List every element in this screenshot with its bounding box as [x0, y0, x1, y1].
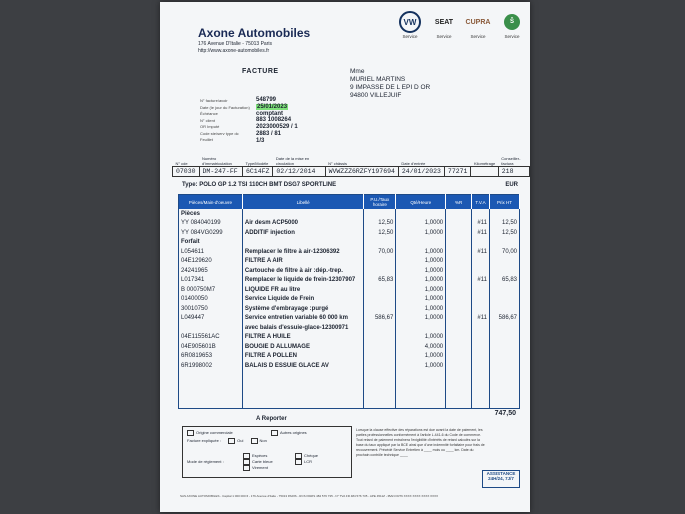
- vw-logo-icon: VW: [399, 11, 421, 33]
- page-number: 1/3: [256, 137, 265, 144]
- item-price: 12,50: [489, 228, 519, 238]
- document-title: FACTURE: [242, 68, 279, 75]
- meta-label: OR Imputé: [200, 124, 220, 129]
- client-name: MURIEL MARTINS: [350, 76, 406, 83]
- seat-logo-icon: SEAT: [434, 18, 454, 26]
- item-vat: [472, 304, 490, 314]
- table-row: [179, 352, 520, 362]
- option-oui: Oui: [237, 438, 244, 444]
- table-row: [179, 266, 520, 276]
- item-unit-price: [364, 342, 396, 352]
- item-label: avec balais d'essuie-glace-12300971: [242, 323, 364, 333]
- item-label: Air desm ACP5000: [242, 219, 364, 229]
- payment-terms: comptant: [256, 110, 283, 117]
- item-label: Remplacer le filtre à air-12306392: [242, 247, 364, 257]
- table-row: [179, 333, 520, 343]
- skoda-logo-icon: Š: [504, 14, 520, 30]
- brand-label: Service: [504, 34, 520, 39]
- item-discount: [446, 314, 472, 324]
- vehicle-header: Numéro d'immatriculation: [202, 156, 232, 166]
- item-price: [489, 295, 519, 305]
- item-vat: [472, 238, 490, 248]
- item-ref: 6R1998002: [179, 361, 243, 371]
- vehicle-value: 02/12/2014: [273, 167, 325, 177]
- column-header: Libellé: [242, 195, 364, 210]
- brand-label: Service: [436, 34, 452, 39]
- item-unit-price: [364, 361, 396, 371]
- item-ref: Pièces: [179, 209, 243, 219]
- item-discount: [446, 219, 472, 229]
- item-discount: [446, 333, 472, 343]
- item-vat: #11: [472, 228, 490, 238]
- item-ref: 04E129620: [179, 257, 243, 267]
- invoice-total: 747,50: [494, 410, 516, 417]
- item-quantity: 1,0000: [396, 219, 446, 229]
- table-row: [179, 361, 520, 371]
- item-vat: [472, 352, 490, 362]
- brand-vw: [396, 12, 424, 39]
- table-section-row: [179, 209, 520, 219]
- checkbox-icon: [243, 465, 250, 471]
- item-unit-price: 586,67: [364, 314, 396, 324]
- item-price: [489, 285, 519, 295]
- item-vat: #11: [472, 276, 490, 286]
- item-unit-price: 12,50: [364, 219, 396, 229]
- item-vat: #11: [472, 314, 490, 324]
- table-row: [179, 228, 520, 238]
- item-quantity: 1,0000: [396, 352, 446, 362]
- table-filler-row: [179, 371, 520, 409]
- brand-cupra: [464, 12, 492, 39]
- item-label: BALAIS D ESSUIE GLACE AV: [242, 361, 364, 371]
- item-quantity: 1,0000: [396, 314, 446, 324]
- checkbox-icon: [251, 438, 258, 444]
- mode-option: Chèque: [304, 453, 319, 459]
- item-price: [489, 361, 519, 371]
- item-price: [489, 304, 519, 314]
- meta-values: [256, 97, 298, 145]
- item-price: [489, 238, 519, 248]
- vehicle-value: 77271: [444, 167, 471, 177]
- vehicle-value: 07030: [173, 167, 200, 177]
- item-unit-price: 65,83: [364, 276, 396, 286]
- item-ref: 6R0819653: [179, 352, 243, 362]
- table-row: [179, 323, 520, 333]
- item-vat: #11: [472, 219, 490, 229]
- item-ref: L049447: [179, 314, 243, 324]
- item-discount: [446, 257, 472, 267]
- vehicle-value: WVWZZZ6RZFY197694: [325, 167, 398, 177]
- item-price: 12,50: [489, 219, 519, 229]
- item-ref: 04E905601B: [179, 342, 243, 352]
- brand-logos: [396, 12, 526, 39]
- item-label: FILTRE A HUILE: [242, 333, 364, 343]
- footer-text: SAS AXONE AUTOMOBILES - Capital 1 000 000 € - 176 Avenue d'Italie - 75013 PARIS - RCS PARIS 484 576 735 - N° TVA FR 484 576 735 - APE 4511Z - IBAN FR76 XXXX XXXX XXXX XXXX: [180, 494, 439, 498]
- item-price: [489, 323, 519, 333]
- client-number: 883 1008264: [256, 117, 292, 124]
- checkbox-icon: [187, 430, 194, 436]
- item-price: 65,83: [489, 276, 519, 286]
- vehicle-header: Kilométrage: [473, 161, 496, 166]
- meta-label: N° facture/avoir: [200, 98, 228, 103]
- item-unit-price: [364, 238, 396, 248]
- column-header: P.U./Taux horaire: [364, 195, 396, 210]
- company-website: http://www.axone-automobiles.fr: [198, 48, 270, 54]
- item-unit-price: [364, 323, 396, 333]
- item-label: ADDITIF injection: [242, 228, 364, 238]
- item-ref: YY 084VG0299: [179, 228, 243, 238]
- item-unit-price: [364, 352, 396, 362]
- client-street: 9 IMPASSE DE L EPI D OR: [350, 84, 431, 91]
- meta-label: Feuillet: [200, 137, 213, 142]
- item-discount: [446, 295, 472, 305]
- column-header: T.V.A: [472, 195, 490, 210]
- item-quantity: 1,0000: [396, 295, 446, 305]
- checkbox-icon: [228, 438, 235, 444]
- item-quantity: 1,0000: [396, 266, 446, 276]
- item-discount: [446, 276, 472, 286]
- item-label: FILTRE A AIR: [242, 257, 364, 267]
- item-label: FILTRE A POLLEN: [242, 352, 364, 362]
- item-price: [489, 266, 519, 276]
- item-unit-price: [364, 295, 396, 305]
- item-vat: [472, 361, 490, 371]
- table-row: [179, 219, 520, 229]
- item-vat: [472, 266, 490, 276]
- client-city: 94800 VILLEJUIF: [350, 92, 402, 99]
- item-price: [489, 342, 519, 352]
- item-quantity: 1,0000: [396, 361, 446, 371]
- service-code: 2883 / 81: [256, 130, 282, 137]
- item-unit-price: [364, 304, 396, 314]
- item-price: [489, 209, 519, 219]
- item-label: [242, 209, 364, 219]
- item-unit-price: [364, 285, 396, 295]
- currency: EUR: [505, 182, 518, 188]
- vehicle-value: [471, 167, 498, 177]
- column-header: %R: [446, 195, 472, 210]
- item-label: Système d'embrayage :purgé: [242, 304, 364, 314]
- item-ref: 04E115561AC: [179, 333, 243, 343]
- table-section-row: [179, 238, 520, 248]
- meta-labels: [200, 98, 250, 144]
- table-row: [179, 295, 520, 305]
- vehicle-value: 24/01/2023: [398, 167, 444, 177]
- item-quantity: 4,0000: [396, 342, 446, 352]
- vehicle-header: Conseiller-factura: [501, 156, 521, 166]
- item-quantity: 1,0000: [396, 276, 446, 286]
- item-ref: [179, 323, 243, 333]
- item-vat: [472, 342, 490, 352]
- item-vat: #11: [472, 247, 490, 257]
- item-quantity: 1,0000: [396, 304, 446, 314]
- item-quantity: 1,0000: [396, 247, 446, 257]
- item-price: [489, 257, 519, 267]
- legal-text: Lorsque la clause effective des réparations est due avant la date de paiement, les parties professionnelles conformément à l'article L.441-6 du Code de commerce. Tout retard de paiement entraînera l'exigibilité d'intérêts de retard calculés sur la base du taux appliqué par la BCE ainsi que d'une indemnité forfaitaire pour frais de recouvrement. Précédé Service Entretien à ____ mois ou ____ km. Date du prochain contrôle technique ____: [356, 428, 485, 457]
- item-quantity: 1,0000: [396, 333, 446, 343]
- table-row: [179, 247, 520, 257]
- invoice-date: 25/01/2023: [257, 103, 288, 110]
- vehicle-value: 6C14FZ: [243, 167, 273, 177]
- item-quantity: [396, 238, 446, 248]
- item-quantity: 1,0000: [396, 257, 446, 267]
- item-unit-price: [364, 257, 396, 267]
- payment-mode-label: Mode de règlement :: [187, 459, 224, 464]
- item-discount: [446, 342, 472, 352]
- brand-skoda: [498, 12, 526, 39]
- item-label: Cartouche de filtre à air :dép.-trep.: [242, 266, 364, 276]
- item-discount: [446, 323, 472, 333]
- item-ref: YY 084040199: [179, 219, 243, 229]
- vehicle-value: 218: [498, 167, 529, 177]
- or-number: 2023000529 / 1: [256, 124, 298, 131]
- item-label: Service Liquide de Frein: [242, 295, 364, 305]
- vehicle-info-table: [172, 156, 530, 177]
- table-row: [179, 304, 520, 314]
- payment-line: Autres origines: [280, 430, 307, 436]
- item-discount: [446, 209, 472, 219]
- item-label: Remplacer le liquide de frein-12307907: [242, 276, 364, 286]
- mode-option: LCR: [304, 459, 313, 465]
- item-ref: L017341: [179, 276, 243, 286]
- invoice-paper: [160, 2, 530, 512]
- vehicle-type: Type: POLO GP 1.2 TSI 110CH BMT DSG7 SPORTLINE: [182, 182, 337, 188]
- item-ref: 01400050: [179, 295, 243, 305]
- meta-label: Échéance: [200, 111, 218, 116]
- item-vat: [472, 257, 490, 267]
- vehicle-header: Date de la mise en circulation: [275, 156, 310, 166]
- brand-label: Service: [402, 34, 418, 39]
- vehicle-header: [444, 156, 471, 167]
- item-quantity: 1,0000: [396, 285, 446, 295]
- table-row: [179, 342, 520, 352]
- table-header-row: [179, 195, 520, 210]
- item-unit-price: 12,50: [364, 228, 396, 238]
- item-discount: [446, 361, 472, 371]
- table-row: [179, 257, 520, 267]
- item-discount: [446, 304, 472, 314]
- company-address-line: 176 Avenue D'Italie - 75013 Paris: [198, 41, 272, 47]
- payment-line: Origine commerciale: [196, 430, 233, 436]
- item-discount: [446, 266, 472, 276]
- item-price: 586,67: [489, 314, 519, 324]
- assistance-badge: ASSISTANCE 24H/24, 7J/7: [482, 470, 520, 488]
- item-label: [242, 238, 364, 248]
- item-ref: L054611: [179, 247, 243, 257]
- vehicle-value: DM-247-FF: [199, 167, 242, 177]
- item-discount: [446, 228, 472, 238]
- meta-label: N° client: [200, 117, 215, 123]
- item-unit-price: 70,00: [364, 247, 396, 257]
- item-vat: [472, 295, 490, 305]
- item-label: BOUGIE D ALLUMAGE: [242, 342, 364, 352]
- mode-option: Espèces: [252, 453, 268, 459]
- option-non: Non: [259, 438, 267, 444]
- column-header: Pièces/Main-d'oeuvre: [179, 195, 243, 210]
- mode-option: Virement: [252, 465, 268, 471]
- item-label: LIQUIDE FR au litre: [242, 285, 364, 295]
- cupra-logo-icon: CUPRA: [465, 18, 491, 26]
- item-unit-price: [364, 333, 396, 343]
- vehicle-header: Type/Modèle: [245, 161, 269, 166]
- item-price: [489, 352, 519, 362]
- item-ref: 24241965: [179, 266, 243, 276]
- item-vat: [472, 285, 490, 295]
- item-ref: Forfait: [179, 238, 243, 248]
- vehicle-header: N° châssis: [328, 161, 348, 166]
- item-discount: [446, 285, 472, 295]
- item-discount: [446, 352, 472, 362]
- company-address: [198, 41, 272, 55]
- item-price: [489, 333, 519, 343]
- brand-label: Service: [470, 34, 486, 39]
- item-ref: 30010750: [179, 304, 243, 314]
- meta-label: Code ste/serv type dc: [200, 130, 239, 136]
- item-quantity: [396, 209, 446, 219]
- item-price: 70,00: [489, 247, 519, 257]
- company-name: Axone Automobiles: [198, 26, 311, 40]
- checkbox-icon: [271, 430, 278, 436]
- item-discount: [446, 238, 472, 248]
- table-row: [179, 285, 520, 295]
- meta-label: Date (le jour du Facturation): [200, 104, 250, 110]
- item-quantity: [396, 323, 446, 333]
- vehicle-header: Date d'entrée: [401, 161, 426, 166]
- table-row: [179, 314, 520, 324]
- a-reporter-label: A Reporter: [256, 416, 287, 422]
- mode-option: Carte bleue: [252, 459, 273, 465]
- invoice-number: 548799: [256, 97, 277, 103]
- item-quantity: 1,0000: [396, 228, 446, 238]
- item-label: Service entretien variable 60 000 km: [242, 314, 364, 324]
- invoice-lines-table: [178, 194, 520, 409]
- brand-seat: [430, 12, 458, 39]
- table-row: [179, 276, 520, 286]
- item-unit-price: [364, 266, 396, 276]
- item-discount: [446, 247, 472, 257]
- checkbox-icon: [295, 459, 302, 465]
- payment-box: [182, 426, 352, 478]
- column-header: Prix HT: [489, 195, 519, 210]
- item-vat: [472, 209, 490, 219]
- client-salutation: Mme: [350, 68, 365, 75]
- payment-line: Facture expliquée :: [187, 438, 222, 444]
- item-unit-price: [364, 209, 396, 219]
- item-vat: [472, 323, 490, 333]
- client-address: [350, 68, 430, 100]
- vehicle-header: N° cde: [175, 161, 188, 166]
- item-vat: [472, 333, 490, 343]
- column-header: Qté/Heure: [396, 195, 446, 210]
- item-ref: B 000750M7: [179, 285, 243, 295]
